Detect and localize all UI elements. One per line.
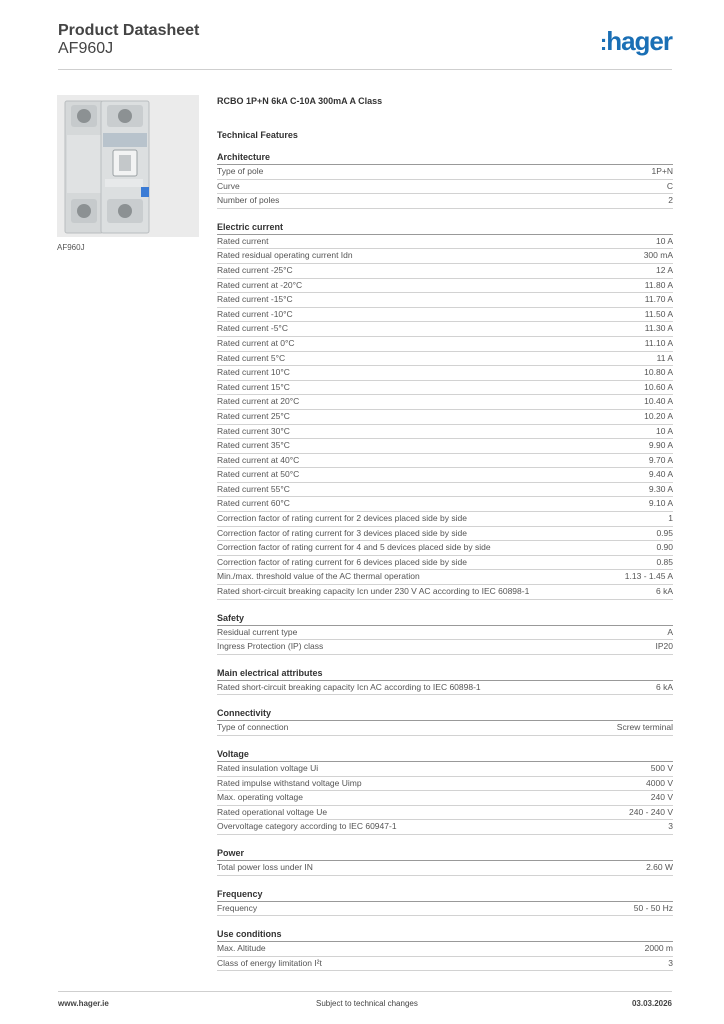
spec-row <box>217 180 673 195</box>
spec-value: 10.80 A <box>644 367 673 378</box>
spec-value: 6 kA <box>655 681 673 692</box>
section-title: Frequency <box>217 887 673 902</box>
brand-name: hager <box>606 26 672 56</box>
spec-row <box>217 293 673 308</box>
spec-value: 6 kA <box>655 586 673 597</box>
section-title: Electric current <box>217 220 673 235</box>
section-use-conditions <box>217 927 673 971</box>
section-title: Main electrical attributes <box>217 666 673 681</box>
spec-label: Rated current at 0°C <box>217 337 295 348</box>
spec-label: Correction factor of rating current for 6 devices placed side by side <box>217 556 467 567</box>
spec-row <box>217 439 673 454</box>
spec-label: Max. operating voltage <box>217 792 303 803</box>
spec-value: 9.10 A <box>648 498 673 509</box>
spec-label: Rated insulation voltage Ui <box>217 763 319 773</box>
spec-value: 300 mA <box>643 250 673 261</box>
spec-value: 500 V <box>650 763 673 773</box>
spec-row <box>217 681 673 696</box>
section-frequency <box>217 887 673 917</box>
spec-label: Rated current 30°C <box>217 425 290 436</box>
section-safety <box>217 611 673 655</box>
spec-label: Rated short-circuit breaking capacity Icn AC according to IEC 60898-1 <box>217 681 481 692</box>
spec-value: 3 <box>668 957 673 968</box>
spec-row <box>217 264 673 279</box>
section-electric-current <box>217 220 673 600</box>
page-header <box>58 22 672 70</box>
spec-row <box>217 791 673 806</box>
spec-value: 9.70 A <box>648 454 673 465</box>
spec-label: Number of poles <box>217 195 280 206</box>
spec-row <box>217 942 673 957</box>
spec-label: Rated current 60°C <box>217 498 290 509</box>
spec-value: 50 - 50 Hz <box>633 902 673 913</box>
spec-value: 10 A <box>655 425 673 436</box>
spec-row <box>217 512 673 527</box>
section-voltage <box>217 747 673 835</box>
spec-value: 1.13 - 1.45 A <box>624 571 673 582</box>
spec-row <box>217 570 673 585</box>
spec-value: Screw terminal <box>616 722 673 733</box>
spec-row <box>217 762 673 777</box>
spec-label: Rated current 5°C <box>217 352 286 363</box>
spec-label: Rated current 15°C <box>217 381 290 392</box>
section-connectivity <box>217 706 673 736</box>
spec-value: 9.30 A <box>648 483 673 494</box>
spec-value: 11.10 A <box>644 337 673 348</box>
page-footer <box>58 991 672 1014</box>
spec-row <box>217 395 673 410</box>
spec-label: Min./max. threshold value of the AC thermal operation <box>217 571 420 582</box>
spec-value: 11.50 A <box>644 308 673 319</box>
spec-value: 9.40 A <box>648 469 673 480</box>
product-code: AF960J <box>58 40 114 57</box>
spec-row <box>217 366 673 381</box>
spec-value: 10.40 A <box>644 396 673 407</box>
section-main-electrical-attributes <box>217 666 673 696</box>
spec-value: 11.30 A <box>644 323 673 334</box>
section-title: Voltage <box>217 747 673 762</box>
footer-date: 03.03.2026 <box>631 999 672 1008</box>
spec-label: Rated current 55°C <box>217 483 290 494</box>
spec-row <box>217 957 673 972</box>
spec-row <box>217 777 673 792</box>
hager-logo: :hager <box>599 26 672 56</box>
spec-row <box>217 541 673 556</box>
spec-row <box>217 468 673 483</box>
spec-label: Rated current 10°C <box>217 367 290 378</box>
spec-label: Rated operational voltage Ue <box>217 806 328 817</box>
section-title: Use conditions <box>217 927 673 942</box>
spec-row <box>217 640 673 655</box>
spec-label: Rated current 35°C <box>217 440 290 451</box>
spec-label: Correction factor of rating current for 4 and 5 devices placed side by side <box>217 542 491 553</box>
spec-value: 11.80 A <box>644 279 673 290</box>
spec-row <box>217 322 673 337</box>
feature-sections <box>217 150 673 971</box>
spec-label: Residual current type <box>217 626 298 637</box>
spec-label: Max. Altitude <box>217 943 266 954</box>
spec-row <box>217 337 673 352</box>
product-image <box>57 95 199 237</box>
spec-row <box>217 902 673 917</box>
spec-row <box>217 861 673 876</box>
spec-label: Rated residual operating current Idn <box>217 250 353 261</box>
spec-label: Type of pole <box>217 166 264 176</box>
spec-row <box>217 279 673 294</box>
spec-row <box>217 585 673 600</box>
spec-label: Rated current -25°C <box>217 264 293 275</box>
spec-row <box>217 527 673 542</box>
spec-label: Class of energy limitation I²t <box>217 957 322 968</box>
spec-label: Correction factor of rating current for 3 devices placed side by side <box>217 527 467 538</box>
spec-label: Ingress Protection (IP) class <box>217 641 324 652</box>
spec-label: Rated current at 40°C <box>217 454 300 465</box>
section-title: Power <box>217 846 673 861</box>
spec-value: C <box>666 180 673 191</box>
spec-value: 240 - 240 V <box>629 806 673 817</box>
spec-value: 10.60 A <box>644 381 673 392</box>
spec-label: Overvoltage category according to IEC 60947-1 <box>217 821 397 832</box>
spec-row <box>217 352 673 367</box>
section-power <box>217 846 673 876</box>
spec-row <box>217 425 673 440</box>
spec-label: Total power loss under IN <box>217 861 313 872</box>
section-title: Architecture <box>217 150 673 165</box>
spec-label: Frequency <box>217 902 258 913</box>
spec-label: Rated short-circuit breaking capacity Icn under 230 V AC according to IEC 60898-1 <box>217 586 530 597</box>
spec-row <box>217 308 673 323</box>
spec-value: 10 A <box>655 235 673 246</box>
spec-label: Rated current <box>217 235 269 246</box>
spec-row <box>217 165 673 180</box>
spec-value: 3 <box>668 821 673 832</box>
spec-value: 2 <box>668 195 673 206</box>
spec-row <box>217 194 673 209</box>
spec-value: 4000 V <box>646 777 673 788</box>
main-content <box>217 94 673 971</box>
spec-value: 11 A <box>656 352 673 363</box>
spec-label: Rated current 25°C <box>217 410 290 421</box>
spec-value: 2000 m <box>644 943 673 954</box>
spec-label: Rated current at 20°C <box>217 396 300 407</box>
spec-value: 2.60 W <box>646 861 673 872</box>
spec-row <box>217 381 673 396</box>
spec-value: 0.85 <box>656 556 673 567</box>
section-title: Safety <box>217 611 673 626</box>
spec-value: 0.90 <box>656 542 673 553</box>
spec-value: 1 <box>668 513 673 524</box>
spec-row <box>217 235 673 250</box>
spec-row <box>217 556 673 571</box>
spec-value: 240 V <box>650 792 673 803</box>
spec-label: Rated current -5°C <box>217 323 288 334</box>
spec-label: Correction factor of rating current for 2 devices placed side by side <box>217 513 467 524</box>
spec-row <box>217 483 673 498</box>
spec-label: Type of connection <box>217 722 289 733</box>
spec-value: 12 A <box>655 264 673 275</box>
spec-row <box>217 497 673 512</box>
footer-notice: Subject to technical changes <box>316 999 418 1008</box>
document-title: Product Datasheet <box>58 22 200 39</box>
spec-value: IP20 <box>655 641 673 652</box>
spec-value: 9.90 A <box>648 440 673 451</box>
spec-label: Curve <box>217 180 240 191</box>
spec-value: 11.70 A <box>644 294 673 305</box>
spec-label: Rated current -15°C <box>217 294 293 305</box>
spec-label: Rated impulse withstand voltage Uimp <box>217 777 362 788</box>
spec-label: Rated current -10°C <box>217 308 293 319</box>
spec-row <box>217 454 673 469</box>
spec-row <box>217 410 673 425</box>
spec-row <box>217 721 673 736</box>
product-name: RCBO 1P+N 6kA C-10A 300mA A Class <box>217 96 383 106</box>
spec-value: 1P+N <box>651 166 673 176</box>
features-heading: Technical Features <box>217 130 298 140</box>
spec-row <box>217 820 673 835</box>
rcbo-device-illustration <box>57 95 199 237</box>
spec-row <box>217 249 673 264</box>
spec-row <box>217 626 673 641</box>
section-architecture <box>217 150 673 209</box>
spec-value: A <box>667 626 673 637</box>
spec-value: 10.20 A <box>644 410 673 421</box>
spec-label: Rated current at 50°C <box>217 469 300 480</box>
section-title: Connectivity <box>217 706 673 721</box>
image-caption: AF960J <box>57 243 85 252</box>
spec-label: Rated current at -20°C <box>217 279 303 290</box>
footer-website: www.hager.ie <box>58 999 109 1008</box>
spec-value: 0.95 <box>656 527 673 538</box>
spec-row <box>217 806 673 821</box>
